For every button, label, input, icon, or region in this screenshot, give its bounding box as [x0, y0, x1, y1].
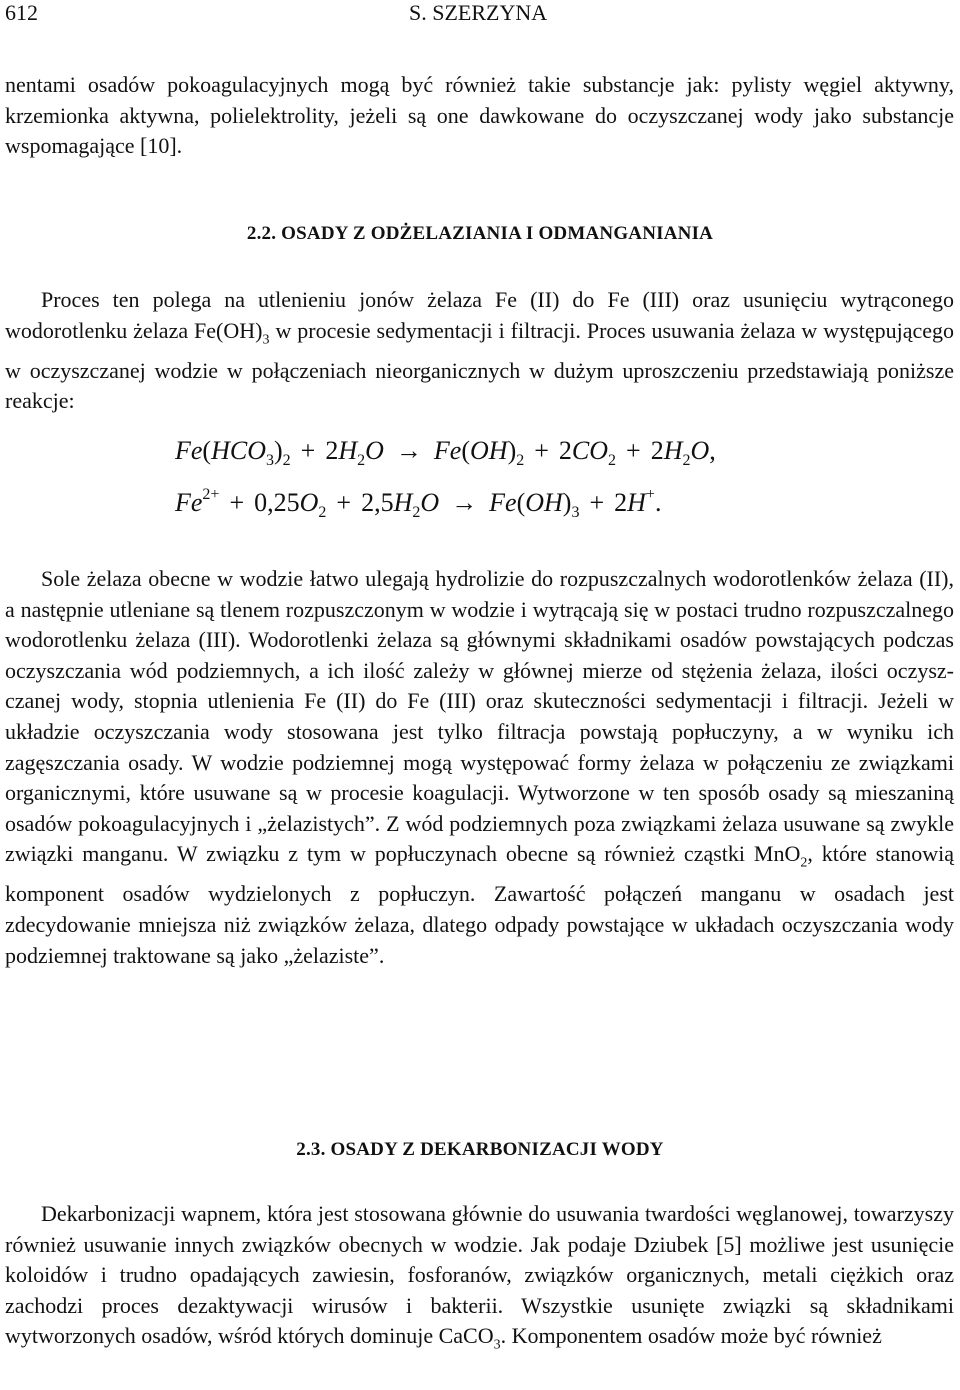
eq1-fe2: Fe	[433, 436, 462, 465]
eq1-sub2a: 2	[282, 452, 291, 469]
eq2-end: .	[654, 488, 662, 517]
eq1-coef3: 2	[650, 436, 664, 465]
eq1-plus: +	[300, 436, 316, 465]
eq2-sub3: 3	[571, 504, 580, 521]
eq2-charge: 2+	[202, 486, 220, 503]
eq2-o2: O	[420, 488, 440, 517]
eq1-end: ,	[709, 436, 716, 465]
subscript-3: 3	[262, 331, 270, 347]
eq1-coef: 2	[325, 436, 339, 465]
eq1-sub2d: 2	[608, 452, 617, 469]
eq1-sub2e: 2	[682, 452, 691, 469]
eq1-coef2: 2	[558, 436, 572, 465]
reaction-arrow-icon: →	[451, 488, 478, 517]
eq1-hc: HC	[211, 436, 248, 465]
eq2-paren-close: )	[562, 488, 572, 517]
eq1-plus2: +	[534, 436, 549, 465]
eq2-oh: OH	[525, 488, 563, 517]
eq2-fe: Fe	[175, 488, 203, 517]
paragraph-iron-salts	[5, 564, 954, 971]
eq1-fe: Fe	[175, 436, 203, 465]
reaction-equations	[175, 436, 875, 540]
eq1-plus3: +	[626, 436, 641, 465]
eq1-o2: O	[365, 436, 384, 465]
equation-1	[175, 436, 875, 488]
subscript-3: 3	[493, 1337, 501, 1353]
paragraph-decarbonization	[5, 1199, 954, 1361]
paragraph-iron-salts-text-b: , które stanowią komponent osadów wydzielonych z popłuczyn. Zawartość połączeń manganu w osadach jest zdecydowanie mniejsza niż związków żelaza, dlatego odpady powstające w układach oczyszczania wody podziemnej traktowane są jako „żelaziste”.	[5, 841, 954, 968]
eq1-paren2: (	[461, 436, 470, 465]
eq1-o3: O	[690, 436, 710, 465]
eq2-plus: +	[229, 488, 245, 517]
eq1-co: CO	[571, 436, 609, 465]
eq1-paren-close: )	[274, 436, 283, 465]
paragraph-iron-process-text-a: Proces ten polega na utlenieniu jonów żelaza Fe (II) do Fe (III) oraz usunięciu wytrąconego wodorotlenku żelaza Fe(OH)	[5, 287, 954, 343]
eq2-fe2: Fe	[489, 488, 517, 517]
eq2-paren: (	[516, 488, 526, 517]
paragraph-decarbonization-text-a: Dekarbonizacji wapnem, która jest stosowana głównie do usuwania twardości węglanowej, towarzyszy również usuwanie innych związków obecnych w wodzie. Jak podaje Dziubek [5] możliwe jest usunięcie koloidów i trudno opadających zawiesin, fosforanów, związków organicznych, metali ciężkich oraz zachodzi proces dezaktywacji wirusów i bakterii. Wszystkie usunięte związki są składnikami wytworzonych osadów, wśród których dominuje CaCO	[5, 1201, 954, 1349]
eq2-plus2: +	[336, 488, 352, 517]
eq1-paren2-close: )	[507, 436, 517, 465]
eq2-sub2b: 2	[412, 504, 421, 521]
eq1-h: H	[338, 436, 358, 465]
running-head: S. SZERZYNA	[409, 0, 548, 25]
eq2-h: H	[393, 488, 413, 517]
subscript-2: 2	[800, 855, 808, 871]
eq1-sub3: 3	[266, 452, 274, 469]
eq1-paren: (	[202, 436, 212, 465]
eq1-sub2c: 2	[516, 452, 525, 469]
paragraph-decarbonization-text-b: . Komponentem osadów może być również	[500, 1323, 882, 1349]
eq2-coef3: 2	[614, 488, 628, 517]
eq1-oh: OH	[470, 436, 508, 465]
paragraph-iron-salts-text-a: Sole żelaza obecne w wodzie łatwo ulegają hydrolizie do rozpuszczalnych wodorotlenków żelaza (II), a następnie utleniane są tlenem rozpuszczonym w wodzie i wytrącają się w postaci trudno rozpuszczalnego wodorotlenku żelaza (III). Wodorotlenki żelaza są głównymi składnikami osadów powstających podczas oczyszczania wód podziemnych, a ich ilość zależy w głównej mierze od stężenia żelaza, ilości oczyszczanej wody, stopnia utlenienia Fe (II) do Fe (III) oraz skuteczności sedymentacji i filtracji. Jeżeli w układzie oczyszczania wody stosowana jest tylko filtracja powstają popłuczyny, a w wyniku ich zagęszczania osady. W wodzie podziemnej mogą występować formy żelaza w połączeniu ze związkami organicznymi, które usuwane są w procesie koagulacji. Wytworzone w ten sposób osady są mieszaniną osadów pokoagulacyjnych i „żelazistych”. Z wód podziemnych poza związkami żelaza usuwane są zwykle związki manganu. W związku z tym w popłuczynach obecne są również cząstki MnO	[5, 566, 954, 867]
paragraph-iron-process-text-b: w procesie sedymentacji i filtracji. Proces usuwania żelaza w występującego w oczyszczanej wodzie w połączeniach nieorganicznych w dużym uproszczeniu przedstawiają poniższe reakcje:	[5, 317, 955, 414]
section-heading-2-3: 2.3. OSADY Z DEKARBONIZACJI WODY	[296, 1139, 664, 1160]
paragraph-intro	[5, 70, 954, 162]
equation-2	[175, 488, 875, 540]
eq2-plus3: +	[589, 488, 605, 517]
eq2-o: O	[299, 488, 319, 517]
page-header	[0, 0, 960, 30]
paragraph-intro-text: nentami osadów pokoagulacyjnych mogą być również takie substancje jak: pylisty węgiel aktywny, krzemionka aktywna, polielektrolity, jeżeli są one dawkowane do oczyszczanej wody jako substancje wspomagające [10].	[5, 72, 954, 159]
paragraph-iron-process	[5, 285, 954, 417]
eq1-o: O	[247, 436, 266, 465]
eq1-sub2b: 2	[357, 452, 366, 469]
eq2-sub2a: 2	[318, 504, 327, 521]
eq2-h2: H	[627, 488, 646, 517]
eq2-hcharge: +	[645, 486, 655, 503]
section-heading-2-2: 2.2. OSADY Z ODŻELAZIANIA I ODMANGANIANIA	[246, 223, 714, 244]
page-number: 612	[5, 0, 38, 25]
eq2-coef1: 0,25	[254, 488, 300, 517]
reaction-arrow-icon: →	[395, 436, 422, 465]
eq2-coef2: 2,5	[361, 488, 394, 517]
eq1-h2: H	[663, 436, 683, 465]
